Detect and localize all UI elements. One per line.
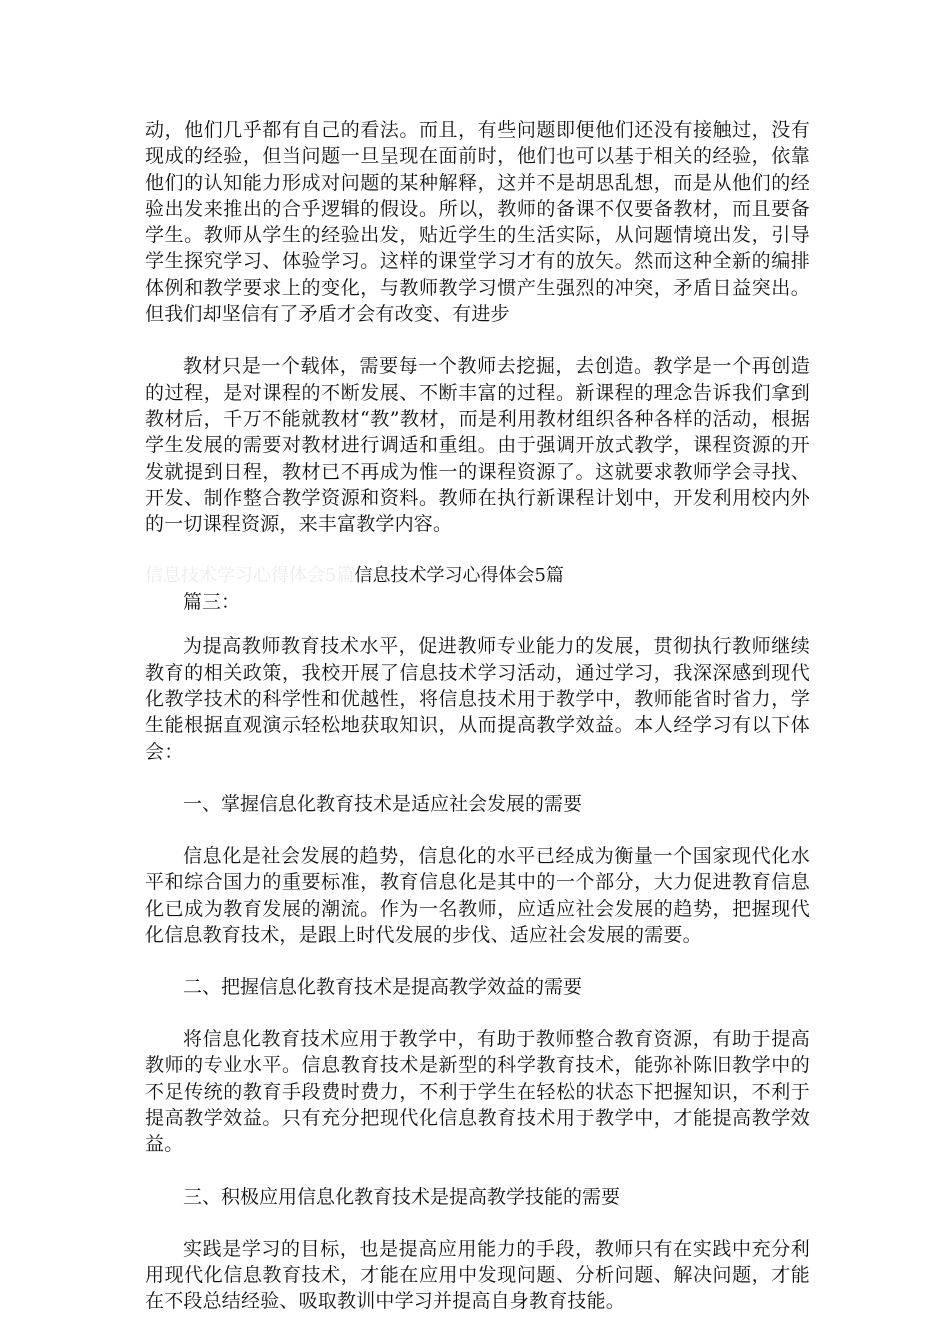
section-heading-1: 一、掌握信息化教育技术是适应社会发展的需要 — [183, 792, 583, 815]
section-body-3: 实践是学习的目标，也是提高应用能力的手段，教师只有在实践中充分利用现代化信息教育技术，才能在应用中发现问题、分析问题、解决问题，才能在不段总结经验、吸取教训中学习并提高自身教育技能。 — [145, 1237, 810, 1313]
spacer — [145, 1210, 810, 1236]
intro-paragraph: 为提高教师教育技术水平，促进教师专业能力的发展，贯彻执行教师继续教育的相关政策，我校开展了信息技术学习活动，通过学习，我深深感到现代化教学技术的科学性和优越性，将信息技术用于教学中，教师能省时省力，学生能根据直观演示轻松地获取知识，从而提高教学效益。本人经学习有以下体会： — [145, 635, 810, 763]
spacer — [145, 1158, 810, 1184]
spacer — [145, 817, 810, 843]
spacer — [145, 1000, 810, 1026]
spacer — [145, 948, 810, 974]
watermark-text: 信息技术学习心得体会5篇 — [145, 565, 355, 587]
spacer — [145, 537, 810, 563]
spacer — [145, 327, 810, 353]
paragraph-textbook: 教材只是一个载体，需要每一个教师去挖掘，去创造。教学是一个再创造的过程，是对课程的不断发展、不断丰富的过程。新课程的理念告诉我们拿到教材后，千万不能就教材“教”教材，而是利用教材组织各种各样的活动，根据学生发展的需要对教材进行调适和重组。由于强调开放式教学，课程资源的开发就提到日程，教材已不再成为惟一的课程资源了。这就要求教师学会寻找、开发、制作整合教学资源和资料。教师在执行新课程计划中，开发利用校内外的一切课程资源，来丰富教学内容。 — [145, 355, 810, 536]
section-heading-3: 三、积极应用信息化教育技术是提高教学技能的需要 — [183, 1185, 621, 1208]
title-line — [145, 563, 810, 589]
paragraph-continued: 动，他们几乎都有自己的看法。而且，有些问题即便他们还没有接触过，没有现成的经验，但当问题一旦呈现在面前时，他们也可以基于相关的经验，依靠他们的认知能力形成对问题的某种解释，这并不是胡思乱想，而是从他们的经验出发来推出的合乎逻辑的假设。所以，教师的备课不仅要备教材，而且要备学生。教师从学生的经验出发，贴近学生的生活实际，从问题情境出发，引导学生探究学习、体验学习。这样的课堂学习才有的放矢。然而这种全新的编排体例和教学要求上的变化，与教师教学习惯产生强烈的冲突，矛盾日益突出。但我们却坚信有了矛盾才会有改变、有进步 — [145, 119, 810, 326]
section-body-2: 将信息化教育技术应用于教学中，有助于教师整合教育资源，有助于提高教师的专业水平。信息教育技术是新型的科学教育技术，能弥补陈旧教学中的不足传统的教育手段费时费力，不利于学生在轻松的状态下把握知识，不利于提高教学效益。只有充分把现代化信息教育技术用于教学中，才能提高教学效益。 — [145, 1028, 810, 1156]
section-label: 篇三： — [183, 591, 241, 614]
spacer — [145, 765, 810, 791]
document-title: 信息技术学习心得体会5篇 — [354, 565, 564, 587]
spacer — [145, 615, 810, 633]
section-heading-2: 二、把握信息化教育技术是提高教学效益的需要 — [183, 976, 583, 999]
document-page — [145, 117, 810, 1315]
section-body-1: 信息化是社会发展的趋势，信息化的水平已经成为衡量一个国家现代化水平和综合国力的重要标准，教育信息化是其中的一个部分，大力促进教育信息化已成为教育发展的潮流。作为一名教师，应适应社会发展的趋势，把握现代化信息教育技术，是跟上时代发展的步伐、适应社会发展的需要。 — [145, 844, 810, 946]
